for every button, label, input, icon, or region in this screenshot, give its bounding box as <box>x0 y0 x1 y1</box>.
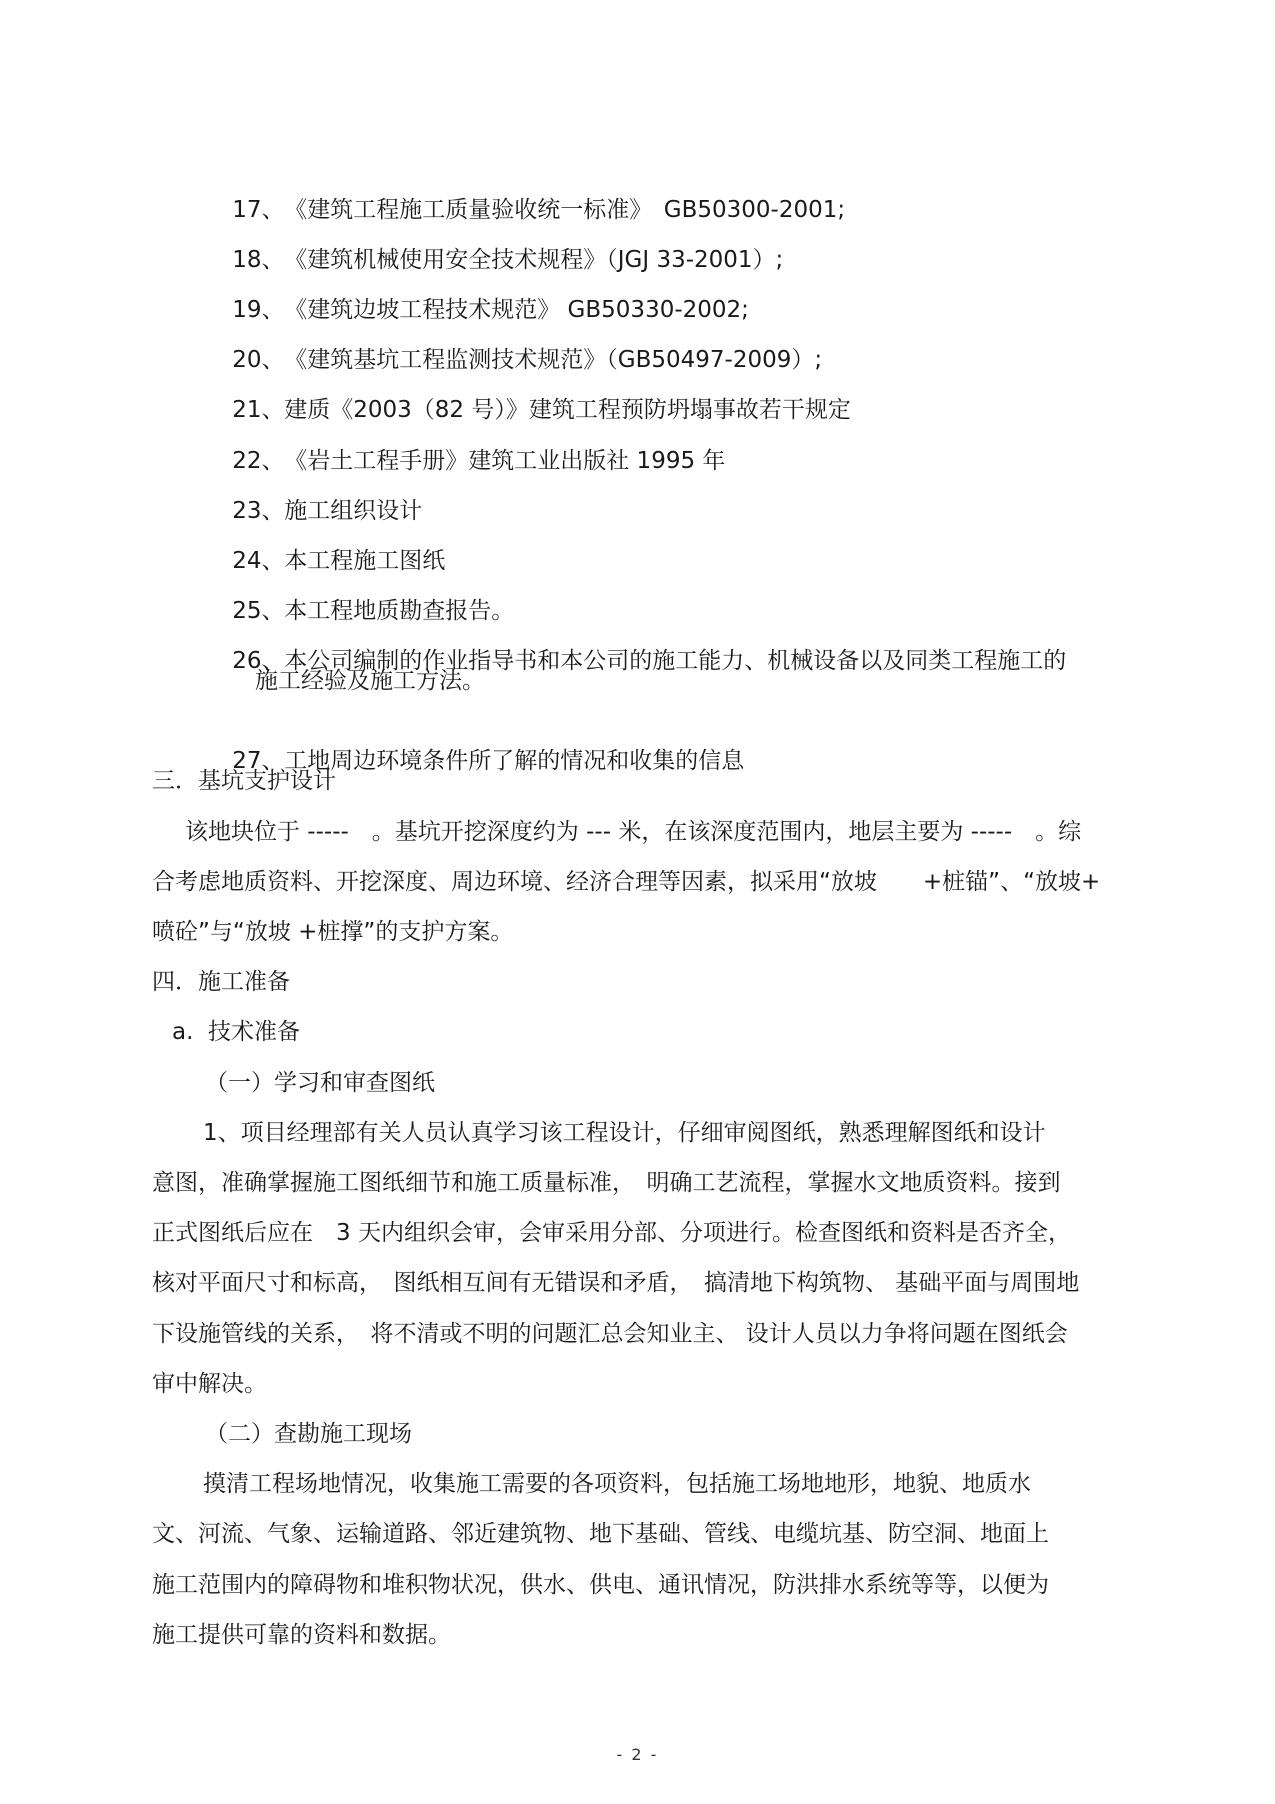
reference-text: 工地周边环境条件所了解的情况和收集的信息 <box>284 748 745 774</box>
section-heading: 三．基坑支护设计 <box>152 768 336 794</box>
reference-number: 27、 <box>232 748 285 774</box>
paragraph-line: 下设施管线的关系， 将不清或不明的问题汇总会知业主、 设计人员以力争将问题在图纸会 <box>152 1321 1068 1347</box>
paragraph-line: 施工范围内的障碍物和堆积物状况，供水、供电、通讯情况，防洪排水系统等等，以便为 <box>152 1572 1049 1598</box>
reference-text: 《建筑机械使用安全技术规程》（JGJ 33-2001）; <box>284 247 784 273</box>
paragraph-line: 文、河流、气象、运输道路、邻近建筑物、地下基础、管线、电缆坑基、防空洞、地面上 <box>152 1521 1049 1547</box>
reference-number: 20、 <box>232 347 285 373</box>
reference-text: 《建筑工程施工质量验收统一标准》 GB50300-2001; <box>284 197 846 223</box>
paragraph-line: 施工提供可靠的资料和数据。 <box>152 1622 451 1648</box>
reference-number: 24、 <box>232 548 285 574</box>
reference-number: 23、 <box>232 498 285 524</box>
paragraph-line: 喷砼”与“放坡 +桩撑”的支护方案。 <box>152 919 514 945</box>
page-number: - 2 - <box>616 1745 659 1764</box>
reference-text: 本公司编制的作业指导书和本公司的施工能力、机械设备以及同类工程施工的 <box>284 648 1067 674</box>
reference-text: 建质《2003（82 号）》建筑工程预防坍塌事故若干规定 <box>284 397 851 423</box>
reference-number: 19、 <box>232 297 285 323</box>
reference-continuation: 施工经验及施工方法。 <box>255 668 485 694</box>
reference-text: 《岩土工程手册》建筑工业出版社 1995 年 <box>284 448 726 474</box>
section-heading: 四．施工准备 <box>152 969 290 995</box>
reference-number: 25、 <box>232 598 285 624</box>
paragraph-line: 审中解决。 <box>152 1371 267 1397</box>
reference-text: 本工程施工图纸 <box>284 548 446 574</box>
reference-text: 本工程地质勘查报告。 <box>284 598 515 624</box>
subsection-heading: （一）学习和审查图纸 <box>205 1070 435 1096</box>
paragraph-line: 意图，准确掌握施工图纸细节和施工质量标准， 明确工艺流程，掌握水文地质资料。接到 <box>152 1170 1061 1196</box>
reference-number: 17、 <box>232 197 285 223</box>
paragraph-line: 摸清工程场地情况，收集施工需要的各项资料，包括施工场地地形，地貌、地质水 <box>203 1471 1031 1497</box>
reference-number: 18、 <box>232 247 285 273</box>
reference-number: 21、 <box>232 397 285 423</box>
paragraph-line: 合考虑地质资料、开挖深度、周边环境、经济合理等因素，拟采用“放坡 +桩锚”、“放坡+ <box>152 869 1101 895</box>
paragraph-line: 该地块位于 ----- 。基坑开挖深度约为 --- 米，在该深度范围内，地层主要为 ----- 。综 <box>185 819 1082 845</box>
subsection-heading: a. 技术准备 <box>172 1019 301 1045</box>
subsection-heading: （二）查勘施工现场 <box>205 1421 412 1447</box>
reference-text: 《建筑基坑工程监测技术规范》（GB50497-2009）; <box>284 347 823 373</box>
paragraph-line: 1、项目经理部有关人员认真学习该工程设计，仔细审阅图纸，熟悉理解图纸和设计 <box>203 1120 1046 1146</box>
paragraph-line: 正式图纸后应在 3 天内组织会审，会审采用分部、分项进行。检查图纸和资料是否齐全， <box>152 1220 1071 1246</box>
reference-text: 施工组织设计 <box>284 498 423 524</box>
reference-number: 22、 <box>232 448 285 474</box>
reference-text: 《建筑边坡工程技术规范》 GB50330-2002; <box>284 297 749 323</box>
paragraph-line: 核对平面尺寸和标高， 图纸相互间有无错误和矛盾， 搞清地下构筑物、 基础平面与周围地 <box>152 1270 1080 1296</box>
reference-number: 26、 <box>232 648 285 674</box>
